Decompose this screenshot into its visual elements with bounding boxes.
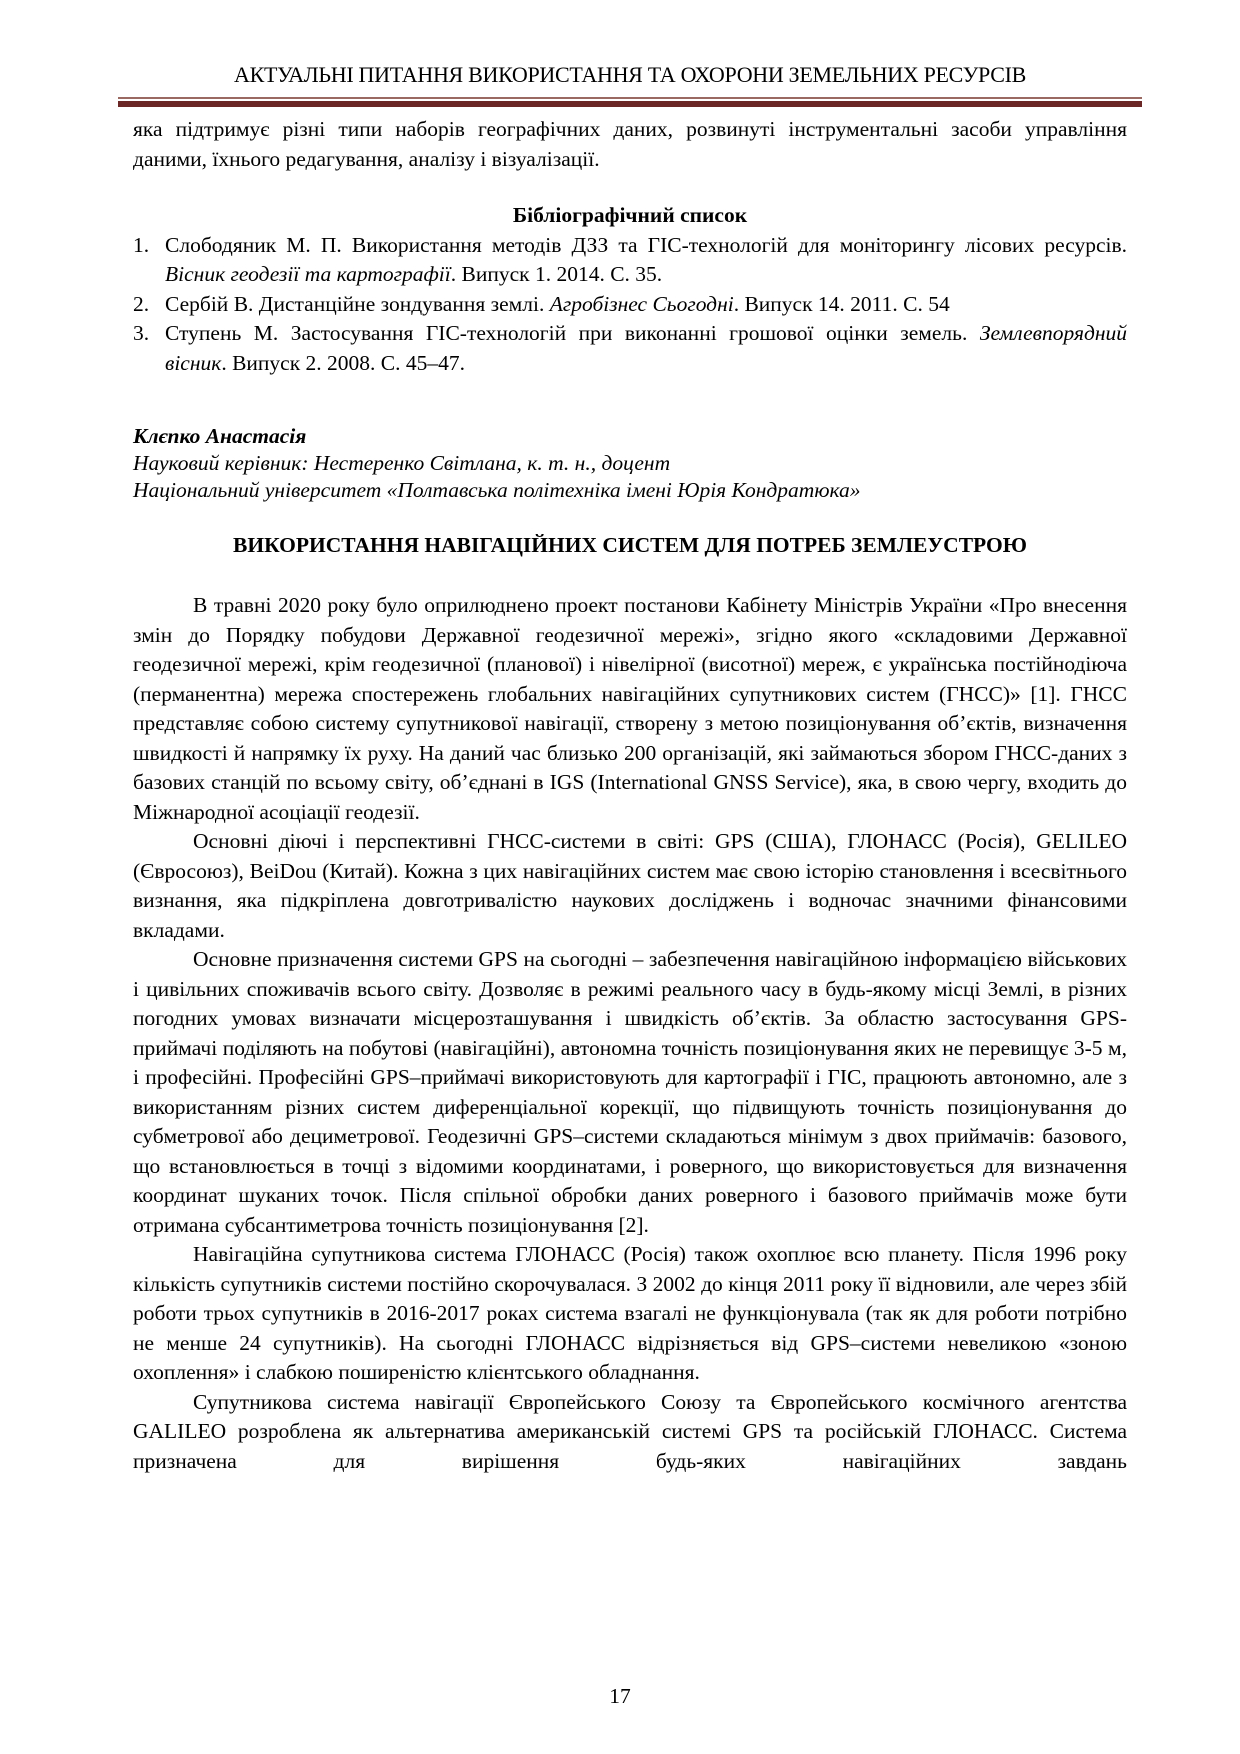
body-paragraph: Навігаційна супутникова система ГЛОНАСС (Росія) також охоплює всю планету. Після 1996 року кількість супутників системи постійно скорочувалася. З 2002 до кінця 2011 року її відновили, але через збій роботи трьох супутників в 2016-2017 роках система взагалі не функціонувала (так як для роботи потрібно не менше 24 супутників). На сьогодні ГЛОНАСС відрізняється від GPS–системи невеликою «зоною охоплення» і слабкою поширеністю клієнтського обладнання.: [133, 1242, 1127, 1384]
supervisor: Науковий керівник: Нестеренко Світлана, к. т. н., доцент: [133, 451, 671, 475]
item-tail: . Випуск 1. 2014. С. 35.: [450, 262, 663, 286]
body-paragraph: Основне призначення системи GPS на сьогодні – забезпечення навігаційною інформацією військових і цивільних споживачів всього світу. Дозволяє в режимі реального часу в будь-якому місці Землі, в різних погодних умовах визначати місцерозташування і швидкість об’єктів. За областю застосування GPS-приймачі поділяють на побутові (навігаційні), автономна точність позиціонування яких не перевищує 3-5 м, і професійні. Професійні GPS–приймачі використовують для картографії і ГІС, працюють автономно, але з використанням різних систем диференціальної корекції, що підвищують точність позиціонування до субметрової або дециметрової. Геодезичні GPS–системи складаються мінімум з двох приймачів: базового, що встановлюється в точці з відомими координатами, і роверного, що використовується для визначення координат шуканих точок. Після спільної обробки даних роверного і базового приймачів може бути отримана субсантиметрова точність позиціонування [2].: [133, 947, 1127, 1237]
body-paragraph: Основні діючі і перспективні ГНСС-системи в світі: GPS (США), ГЛОНАСС (Росія), GELILEO (Євросоюз), BeiDou (Китай). Кожна з цих навігаційних систем має свою історію становлення і всесвітнього визнання, яка підкріплена довготривалістю наукових досліджень і водночас значними фінансовими вкладами.: [133, 829, 1127, 942]
item-journal: Агробізнес Сьогодні: [549, 291, 734, 316]
author-block: [133, 423, 1127, 504]
bibliography-item: [133, 290, 1127, 320]
body-paragraph: Супутникова система навігації Європейського Союзу та Європейського космічного агентства GALILEO розроблена як альтернатива американській системі GPS та російській ГЛОНАСС. Система призначена для вирішення будь-яких навігаційних завдань: [133, 1389, 1127, 1473]
university: Національний університет «Полтавська політехніка імені Юрія Кондратюка»: [133, 478, 861, 502]
item-tail: . Випуск 2. 2008. С. 45–47.: [221, 350, 466, 375]
author-name: Клєпко Анастасія: [133, 424, 307, 448]
article-title: ВИКОРИСТАННЯ НАВІГАЦІЙНИХ СИСТЕМ ДЛЯ ПОТРЕБ ЗЕМЛЕУСТРОЮ: [233, 533, 1027, 557]
page-number: 17: [609, 1684, 631, 1708]
item-number: 3.: [133, 321, 150, 345]
item-text: Слободяник М. П. Використання методів ДЗЗ та ГІС-технологій для моніторингу лісових ресурсів.: [165, 232, 1127, 257]
bibliography-item: [133, 231, 1127, 290]
body-paragraph: В травні 2020 року було оприлюднено проект постанови Кабінету Міністрів України «Про внесення змін до Порядку побудови Державної геодезичної мережі», згідно якого «складовими Державної геодезичної мережі, крім геодезичної (планової) і нівелірної (висотної) мереж, є українська постійнодіюча (перманентна) мережа спостережень глобальних навігаційних супутникових систем (ГНСС)» [1]. ГНСС представляє собою систему супутникової навігації, створену з метою позиціонування об’єктів, визначення швидкості й напрямку їх руху. На даний час близько 200 організацій, які займаються збором ГНСС-даних з базових станцій по всьому світу, об’єднані в IGS (International GNSS Service), яка, в свою чергу, входить до Міжнародної асоціації геодезії.: [133, 593, 1127, 824]
item-journal: Землевпорядний вісник: [165, 321, 1127, 375]
bibliography: [133, 201, 1127, 378]
bibliography-item: [133, 319, 1127, 378]
header-rule-thick: [118, 101, 1142, 107]
item-text: Ступень М. Застосування ГІС-технологій при виконанні грошової оцінки земель.: [165, 321, 980, 345]
item-tail: . Випуск 14. 2011. С. 54: [733, 291, 950, 316]
running-header: АКТУАЛЬНІ ПИТАННЯ ВИКОРИСТАННЯ ТА ОХОРОНИ ЗЕМЕЛЬНИХ РЕСУРСІВ: [234, 62, 1026, 87]
item-journal: Вісник геодезії та картографії: [165, 262, 451, 286]
intro-paragraph: яка підтримує різні типи наборів географічних даних, розвинуті інструментальні засоби управління даними, їхнього редагування, аналізу і візуалізації.: [133, 117, 1127, 171]
header-rule-thin: [118, 97, 1142, 99]
bibliography-title: Бібліографічний список: [512, 203, 748, 227]
article-body: [133, 591, 1127, 1476]
item-number: 1.: [133, 232, 150, 257]
item-number: 2.: [133, 291, 150, 316]
intro-block: [133, 115, 1127, 174]
item-text: Сербій В. Дистанційне зондування землі.: [165, 291, 550, 316]
